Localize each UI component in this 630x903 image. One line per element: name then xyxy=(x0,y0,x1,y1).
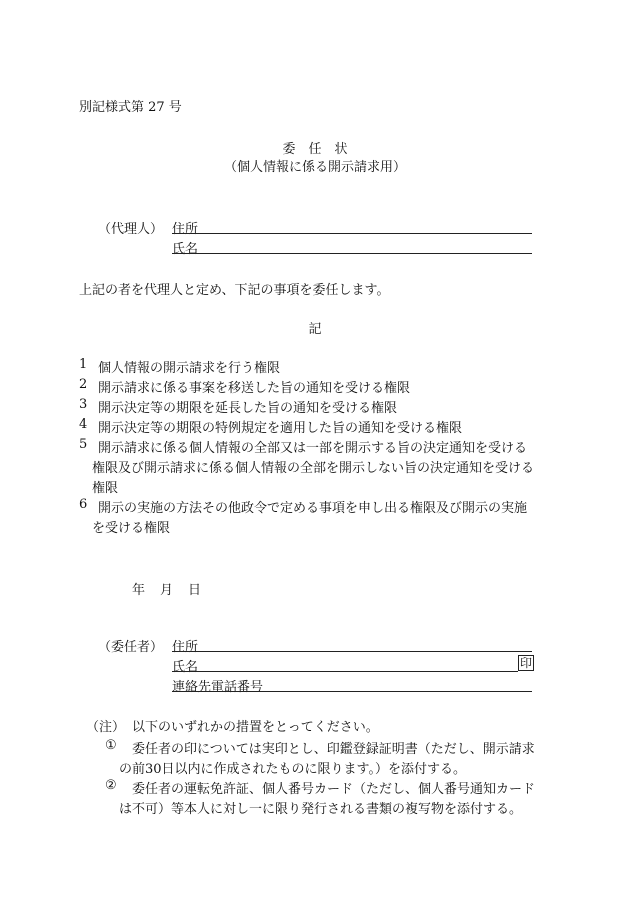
principal-address-label: 住所 xyxy=(172,640,199,655)
date-line[interactable]: 年 月 日 xyxy=(132,583,203,598)
list-item-number: 2 xyxy=(79,377,88,392)
principal-phone-label: 連絡先電話番号 xyxy=(172,680,264,695)
agent-name-field[interactable] xyxy=(172,253,532,254)
list-item-text: 開示請求に係る事案を移送した旨の通知を受ける権限 xyxy=(98,381,411,396)
note-intro: 以下のいずれかの措置をとってください。 xyxy=(132,720,379,735)
note-item-text-continued: は不可）等本人に対し一に限り発行される書類の複写物を添付する。 xyxy=(119,802,523,817)
list-item-text-continued: 権限 xyxy=(92,481,119,496)
agent-address-label: 住所 xyxy=(172,222,199,237)
form-number: 別記様式第 27 号 xyxy=(79,100,182,115)
principal-label: （委任者） xyxy=(98,640,164,655)
note-label: （注） xyxy=(86,720,126,735)
principal-name-field[interactable] xyxy=(172,671,518,672)
list-item-text-continued: を受ける権限 xyxy=(92,521,171,536)
list-item-number: 3 xyxy=(79,397,88,412)
list-item-number: 6 xyxy=(79,497,88,512)
list-item-number: 5 xyxy=(79,437,88,452)
list-item-text: 個人情報の開示請求を行う権限 xyxy=(98,361,281,376)
list-item-number: 4 xyxy=(79,417,88,432)
principal-phone-field[interactable] xyxy=(172,691,532,692)
list-item-text: 開示決定等の期限を延長した旨の通知を受ける権限 xyxy=(98,401,398,416)
note-item-text: 委任者の運転免許証、個人番号カード（ただし、個人番号通知カード xyxy=(132,782,536,797)
note-item-text-continued: の前30日以内に作成されたものに限ります。）を添付する。 xyxy=(119,762,467,777)
principal-name-label: 氏名 xyxy=(172,660,199,675)
note-item-text: 委任者の印については実印とし、印鑑登録証明書（ただし、開示請求 xyxy=(132,742,535,757)
delegation-statement: 上記の者を代理人と定め、下記の事項を委任します。 xyxy=(79,283,390,298)
agent-label: （代理人） xyxy=(98,222,164,237)
note-item-mark: ① xyxy=(105,738,117,753)
seal-box: 印 xyxy=(520,656,533,670)
list-item-text: 開示の実施の方法その他政令で定める事項を申し出る権限及び開示の実施 xyxy=(98,501,528,516)
list-item-text-continued: 権限及び開示請求に係る個人情報の全部を開示しない旨の決定通知を受ける xyxy=(92,461,535,476)
note-item-mark: ② xyxy=(105,778,117,793)
document-title: 委 任 状 xyxy=(282,142,348,157)
principal-address-field[interactable] xyxy=(172,651,532,652)
ki-heading: 記 xyxy=(308,322,322,337)
agent-address-field[interactable] xyxy=(172,233,532,234)
document-subtitle: （個人情報に係る開示請求用） xyxy=(223,160,406,175)
list-item-text: 開示決定等の期限の特例規定を適用した旨の通知を受ける権限 xyxy=(98,421,463,436)
list-item-number: 1 xyxy=(79,357,88,372)
list-item-text: 開示請求に係る個人情報の全部又は一部を開示する旨の決定通知を受ける xyxy=(98,441,528,456)
agent-name-label: 氏名 xyxy=(172,242,199,257)
